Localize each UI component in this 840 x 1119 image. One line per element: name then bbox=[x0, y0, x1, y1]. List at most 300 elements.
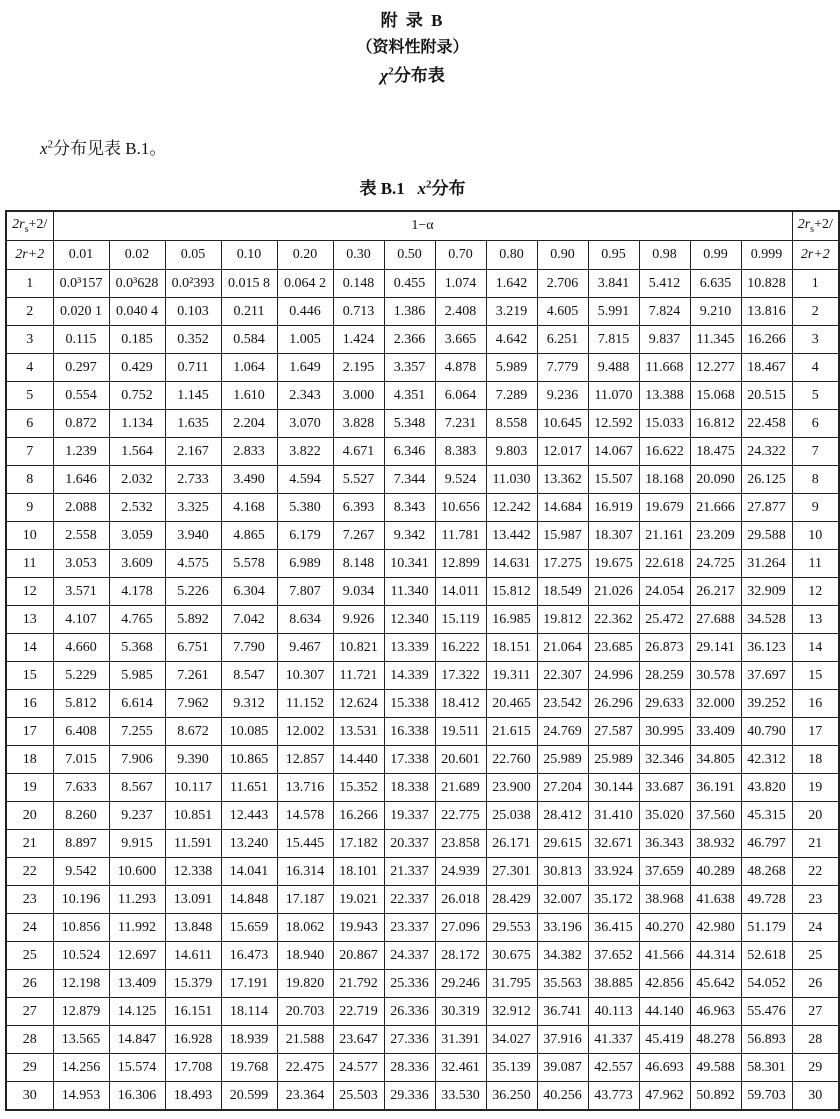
value-cell: 21.337 bbox=[384, 858, 435, 886]
value-cell: 24.996 bbox=[588, 662, 639, 690]
value-cell: 2.195 bbox=[333, 354, 384, 382]
appendix-title bbox=[0, 61, 825, 86]
superscript: 2 bbox=[388, 65, 394, 78]
value-cell: 23.647 bbox=[333, 1026, 384, 1054]
value-cell: 4.168 bbox=[221, 494, 277, 522]
value-cell: 2.032 bbox=[109, 466, 165, 494]
value-cell: 6.251 bbox=[537, 326, 588, 354]
value-cell: 12.338 bbox=[165, 858, 221, 886]
value-cell: 8.383 bbox=[435, 438, 486, 466]
value-cell: 13.565 bbox=[53, 1026, 109, 1054]
value-cell: 15.352 bbox=[333, 774, 384, 802]
df-header-right-bottom: 2r+2 bbox=[792, 241, 839, 270]
value-cell: 23.209 bbox=[690, 522, 741, 550]
value-cell: 31.391 bbox=[435, 1026, 486, 1054]
table-row bbox=[6, 690, 839, 718]
value-cell: 13.240 bbox=[221, 830, 277, 858]
value-cell: 5.892 bbox=[165, 606, 221, 634]
value-cell: 4.642 bbox=[486, 326, 537, 354]
df-cell-left: 3 bbox=[6, 326, 53, 354]
value-cell: 13.816 bbox=[741, 298, 792, 326]
probability-group-header: 1−α bbox=[53, 211, 792, 241]
value-cell: 46.693 bbox=[639, 1054, 690, 1082]
table-row bbox=[6, 326, 839, 354]
value-cell: 5.812 bbox=[53, 690, 109, 718]
value-cell: 14.684 bbox=[537, 494, 588, 522]
value-cell: 21.666 bbox=[690, 494, 741, 522]
value-cell: 18.939 bbox=[221, 1026, 277, 1054]
value-cell: 19.768 bbox=[221, 1054, 277, 1082]
value-cell: 3.000 bbox=[333, 382, 384, 410]
df-cell-right: 28 bbox=[792, 1026, 839, 1054]
value-cell: 9.542 bbox=[53, 858, 109, 886]
value-cell: 6.614 bbox=[109, 690, 165, 718]
value-cell: 1.134 bbox=[109, 410, 165, 438]
df-cell-left: 13 bbox=[6, 606, 53, 634]
value-cell: 48.278 bbox=[690, 1026, 741, 1054]
value-cell: 7.807 bbox=[277, 578, 333, 606]
df-cell-right: 25 bbox=[792, 942, 839, 970]
value-cell: 0.015 8 bbox=[221, 270, 277, 298]
value-cell: 58.301 bbox=[741, 1054, 792, 1082]
value-cell: 21.161 bbox=[639, 522, 690, 550]
value-cell: 14.440 bbox=[333, 746, 384, 774]
value-cell: 36.250 bbox=[486, 1082, 537, 1111]
value-cell: 4.765 bbox=[109, 606, 165, 634]
value-cell: 32.912 bbox=[486, 998, 537, 1026]
df-cell-right: 1 bbox=[792, 270, 839, 298]
value-cell: 9.915 bbox=[109, 830, 165, 858]
value-cell: 6.751 bbox=[165, 634, 221, 662]
value-cell: 7.015 bbox=[53, 746, 109, 774]
value-cell: 0.584 bbox=[221, 326, 277, 354]
value-cell: 20.090 bbox=[690, 466, 741, 494]
value-cell: 11.340 bbox=[384, 578, 435, 606]
value-cell: 56.893 bbox=[741, 1026, 792, 1054]
value-cell: 11.030 bbox=[486, 466, 537, 494]
value-cell: 7.261 bbox=[165, 662, 221, 690]
value-cell: 0.872 bbox=[53, 410, 109, 438]
df-cell-right: 17 bbox=[792, 718, 839, 746]
value-cell: 24.322 bbox=[741, 438, 792, 466]
value-cell: 9.237 bbox=[109, 802, 165, 830]
value-cell: 5.991 bbox=[588, 298, 639, 326]
df-cell-left: 2 bbox=[6, 298, 53, 326]
value-cell: 3.828 bbox=[333, 410, 384, 438]
df-cell-left: 9 bbox=[6, 494, 53, 522]
value-cell: 32.000 bbox=[690, 690, 741, 718]
value-cell: 37.916 bbox=[537, 1026, 588, 1054]
value-cell: 3.665 bbox=[435, 326, 486, 354]
value-cell: 12.857 bbox=[277, 746, 333, 774]
value-cell: 5.985 bbox=[109, 662, 165, 690]
value-cell: 0.713 bbox=[333, 298, 384, 326]
value-cell: 4.878 bbox=[435, 354, 486, 382]
value-cell: 3.070 bbox=[277, 410, 333, 438]
value-cell: 7.779 bbox=[537, 354, 588, 382]
value-cell: 35.020 bbox=[639, 802, 690, 830]
value-cell: 27.204 bbox=[537, 774, 588, 802]
value-cell: 5.989 bbox=[486, 354, 537, 382]
value-cell: 0.297 bbox=[53, 354, 109, 382]
value-cell: 14.847 bbox=[109, 1026, 165, 1054]
df-cell-left: 19 bbox=[6, 774, 53, 802]
value-cell: 1.610 bbox=[221, 382, 277, 410]
value-cell: 4.351 bbox=[384, 382, 435, 410]
value-cell: 14.611 bbox=[165, 942, 221, 970]
value-cell: 8.897 bbox=[53, 830, 109, 858]
value-cell: 40.270 bbox=[639, 914, 690, 942]
value-cell: 37.652 bbox=[588, 942, 639, 970]
value-cell: 1.145 bbox=[165, 382, 221, 410]
value-cell: 45.315 bbox=[741, 802, 792, 830]
intro-text: 分布见表 B.1。 bbox=[53, 139, 167, 158]
value-cell: 7.633 bbox=[53, 774, 109, 802]
value-cell: 24.337 bbox=[384, 942, 435, 970]
value-cell: 8.547 bbox=[221, 662, 277, 690]
value-cell: 45.642 bbox=[690, 970, 741, 998]
value-cell: 17.182 bbox=[333, 830, 384, 858]
value-cell: 7.824 bbox=[639, 298, 690, 326]
value-cell: 29.553 bbox=[486, 914, 537, 942]
value-cell: 3.059 bbox=[109, 522, 165, 550]
value-cell: 35.172 bbox=[588, 886, 639, 914]
value-cell: 28.412 bbox=[537, 802, 588, 830]
table-row bbox=[6, 606, 839, 634]
value-cell: 34.027 bbox=[486, 1026, 537, 1054]
value-cell: 19.311 bbox=[486, 662, 537, 690]
value-cell: 49.728 bbox=[741, 886, 792, 914]
value-cell: 1.646 bbox=[53, 466, 109, 494]
value-cell: 1.635 bbox=[165, 410, 221, 438]
value-cell: 10.821 bbox=[333, 634, 384, 662]
value-cell: 7.790 bbox=[221, 634, 277, 662]
value-cell: 5.348 bbox=[384, 410, 435, 438]
value-cell: 22.618 bbox=[639, 550, 690, 578]
value-cell: 33.409 bbox=[690, 718, 741, 746]
df-cell-right: 20 bbox=[792, 802, 839, 830]
value-cell: 44.140 bbox=[639, 998, 690, 1026]
value-cell: 23.542 bbox=[537, 690, 588, 718]
value-cell: 21.615 bbox=[486, 718, 537, 746]
value-cell: 41.337 bbox=[588, 1026, 639, 1054]
intro-paragraph bbox=[40, 134, 166, 159]
value-cell: 2.204 bbox=[221, 410, 277, 438]
value-cell: 12.277 bbox=[690, 354, 741, 382]
column-header: 0.20 bbox=[277, 241, 333, 270]
df-cell-left: 5 bbox=[6, 382, 53, 410]
value-cell: 8.343 bbox=[384, 494, 435, 522]
value-cell: 43.820 bbox=[741, 774, 792, 802]
value-cell: 9.312 bbox=[221, 690, 277, 718]
value-cell: 25.503 bbox=[333, 1082, 384, 1111]
value-cell: 14.631 bbox=[486, 550, 537, 578]
value-cell: 46.797 bbox=[741, 830, 792, 858]
value-cell: 15.068 bbox=[690, 382, 741, 410]
df-cell-right: 22 bbox=[792, 858, 839, 886]
table-row bbox=[6, 858, 839, 886]
chi-symbol: χ bbox=[380, 66, 389, 85]
value-cell: 15.119 bbox=[435, 606, 486, 634]
value-cell: 37.560 bbox=[690, 802, 741, 830]
value-cell: 18.168 bbox=[639, 466, 690, 494]
value-cell: 4.605 bbox=[537, 298, 588, 326]
df-cell-left: 23 bbox=[6, 886, 53, 914]
value-cell: 29.141 bbox=[690, 634, 741, 662]
table-row bbox=[6, 410, 839, 438]
df-cell-right: 11 bbox=[792, 550, 839, 578]
value-cell: 17.275 bbox=[537, 550, 588, 578]
value-cell: 12.899 bbox=[435, 550, 486, 578]
value-cell: 26.296 bbox=[588, 690, 639, 718]
value-cell: 7.267 bbox=[333, 522, 384, 550]
value-cell: 16.222 bbox=[435, 634, 486, 662]
value-cell: 33.196 bbox=[537, 914, 588, 942]
value-cell: 16.812 bbox=[690, 410, 741, 438]
value-cell: 1.005 bbox=[277, 326, 333, 354]
value-cell: 2.088 bbox=[53, 494, 109, 522]
value-cell: 14.125 bbox=[109, 998, 165, 1026]
value-cell: 1.386 bbox=[384, 298, 435, 326]
value-cell: 17.322 bbox=[435, 662, 486, 690]
value-cell: 16.306 bbox=[109, 1082, 165, 1111]
table-row bbox=[6, 886, 839, 914]
header-row-group bbox=[6, 211, 839, 241]
df-cell-right: 2 bbox=[792, 298, 839, 326]
value-cell: 13.388 bbox=[639, 382, 690, 410]
value-cell: 16.985 bbox=[486, 606, 537, 634]
value-cell: 32.346 bbox=[639, 746, 690, 774]
value-cell: 15.033 bbox=[639, 410, 690, 438]
value-cell: 15.379 bbox=[165, 970, 221, 998]
value-cell: 7.289 bbox=[486, 382, 537, 410]
value-cell: 27.877 bbox=[741, 494, 792, 522]
df-cell-right: 27 bbox=[792, 998, 839, 1026]
value-cell: 16.919 bbox=[588, 494, 639, 522]
value-cell: 27.587 bbox=[588, 718, 639, 746]
value-cell: 33.687 bbox=[639, 774, 690, 802]
value-cell: 10.600 bbox=[109, 858, 165, 886]
column-header: 0.70 bbox=[435, 241, 486, 270]
value-cell: 47.962 bbox=[639, 1082, 690, 1111]
value-cell: 18.114 bbox=[221, 998, 277, 1026]
value-cell: 23.685 bbox=[588, 634, 639, 662]
df-cell-left: 18 bbox=[6, 746, 53, 774]
value-cell: 36.191 bbox=[690, 774, 741, 802]
value-cell: 8.148 bbox=[333, 550, 384, 578]
value-cell: 0.446 bbox=[277, 298, 333, 326]
df-cell-left: 24 bbox=[6, 914, 53, 942]
table-row bbox=[6, 662, 839, 690]
df-cell-right: 10 bbox=[792, 522, 839, 550]
value-cell: 26.171 bbox=[486, 830, 537, 858]
value-cell: 1.649 bbox=[277, 354, 333, 382]
value-cell: 15.812 bbox=[486, 578, 537, 606]
value-cell: 16.314 bbox=[277, 858, 333, 886]
value-cell: 3.940 bbox=[165, 522, 221, 550]
value-cell: 32.671 bbox=[588, 830, 639, 858]
value-cell: 0.040 4 bbox=[109, 298, 165, 326]
value-cell: 10.851 bbox=[165, 802, 221, 830]
value-cell: 0.020 1 bbox=[53, 298, 109, 326]
value-cell: 20.867 bbox=[333, 942, 384, 970]
value-cell: 13.091 bbox=[165, 886, 221, 914]
value-cell: 5.527 bbox=[333, 466, 384, 494]
value-cell: 12.624 bbox=[333, 690, 384, 718]
value-cell: 25.989 bbox=[588, 746, 639, 774]
value-cell: 42.856 bbox=[639, 970, 690, 998]
table-row bbox=[6, 942, 839, 970]
value-cell: 19.812 bbox=[537, 606, 588, 634]
value-cell: 18.151 bbox=[486, 634, 537, 662]
value-cell: 2.558 bbox=[53, 522, 109, 550]
table-row bbox=[6, 466, 839, 494]
value-cell: 6.304 bbox=[221, 578, 277, 606]
column-header: 0.80 bbox=[486, 241, 537, 270]
value-cell: 30.578 bbox=[690, 662, 741, 690]
value-cell: 0.185 bbox=[109, 326, 165, 354]
value-cell: 2.167 bbox=[165, 438, 221, 466]
value-cell: 35.139 bbox=[486, 1054, 537, 1082]
value-cell: 26.018 bbox=[435, 886, 486, 914]
table-row bbox=[6, 438, 839, 466]
value-cell: 28.172 bbox=[435, 942, 486, 970]
value-cell: 9.034 bbox=[333, 578, 384, 606]
appendix-title-text: 分布表 bbox=[393, 66, 445, 85]
df-cell-right: 30 bbox=[792, 1082, 839, 1111]
table-body bbox=[6, 270, 839, 1111]
value-cell: 12.592 bbox=[588, 410, 639, 438]
value-cell: 4.594 bbox=[277, 466, 333, 494]
value-cell: 9.803 bbox=[486, 438, 537, 466]
value-cell: 18.412 bbox=[435, 690, 486, 718]
superscript: 2 bbox=[47, 138, 54, 151]
value-cell: 18.940 bbox=[277, 942, 333, 970]
value-cell: 7.042 bbox=[221, 606, 277, 634]
value-cell: 28.429 bbox=[486, 886, 537, 914]
value-cell: 42.557 bbox=[588, 1054, 639, 1082]
value-cell: 20.601 bbox=[435, 746, 486, 774]
value-cell: 11.293 bbox=[109, 886, 165, 914]
value-cell: 5.368 bbox=[109, 634, 165, 662]
value-cell: 2.343 bbox=[277, 382, 333, 410]
value-cell: 40.256 bbox=[537, 1082, 588, 1111]
value-cell: 28.259 bbox=[639, 662, 690, 690]
df-cell-left: 29 bbox=[6, 1054, 53, 1082]
table-row bbox=[6, 718, 839, 746]
value-cell: 15.338 bbox=[384, 690, 435, 718]
value-cell: 22.337 bbox=[384, 886, 435, 914]
table-row bbox=[6, 998, 839, 1026]
table-row bbox=[6, 1026, 839, 1054]
value-cell: 42.980 bbox=[690, 914, 741, 942]
value-cell: 32.909 bbox=[741, 578, 792, 606]
value-cell: 29.633 bbox=[639, 690, 690, 718]
value-cell: 0.554 bbox=[53, 382, 109, 410]
value-cell: 27.096 bbox=[435, 914, 486, 942]
value-cell: 23.858 bbox=[435, 830, 486, 858]
column-header: 0.05 bbox=[165, 241, 221, 270]
value-cell: 6.064 bbox=[435, 382, 486, 410]
value-cell: 32.007 bbox=[537, 886, 588, 914]
value-cell: 12.340 bbox=[384, 606, 435, 634]
value-cell: 10.645 bbox=[537, 410, 588, 438]
df-cell-left: 28 bbox=[6, 1026, 53, 1054]
column-header: 0.30 bbox=[333, 241, 384, 270]
df-cell-right: 14 bbox=[792, 634, 839, 662]
value-cell: 31.795 bbox=[486, 970, 537, 998]
value-cell: 13.848 bbox=[165, 914, 221, 942]
table-caption bbox=[0, 174, 825, 199]
value-cell: 5.229 bbox=[53, 662, 109, 690]
value-cell: 18.101 bbox=[333, 858, 384, 886]
value-cell: 13.362 bbox=[537, 466, 588, 494]
df-cell-left: 6 bbox=[6, 410, 53, 438]
value-cell: 8.558 bbox=[486, 410, 537, 438]
value-cell: 5.412 bbox=[639, 270, 690, 298]
value-cell: 16.338 bbox=[384, 718, 435, 746]
value-cell: 1.564 bbox=[109, 438, 165, 466]
value-cell: 10.856 bbox=[53, 914, 109, 942]
df-cell-right: 24 bbox=[792, 914, 839, 942]
value-cell: 10.341 bbox=[384, 550, 435, 578]
value-cell: 24.769 bbox=[537, 718, 588, 746]
caption-suffix: 分布 bbox=[431, 179, 466, 198]
value-cell: 25.038 bbox=[486, 802, 537, 830]
value-cell: 21.792 bbox=[333, 970, 384, 998]
value-cell: 12.879 bbox=[53, 998, 109, 1026]
value-cell: 0.352 bbox=[165, 326, 221, 354]
value-cell: 17.708 bbox=[165, 1054, 221, 1082]
value-cell: 15.574 bbox=[109, 1054, 165, 1082]
value-cell: 4.107 bbox=[53, 606, 109, 634]
value-cell: 24.939 bbox=[435, 858, 486, 886]
df-cell-right: 21 bbox=[792, 830, 839, 858]
value-cell: 21.064 bbox=[537, 634, 588, 662]
value-cell: 2.833 bbox=[221, 438, 277, 466]
value-cell: 18.062 bbox=[277, 914, 333, 942]
value-cell: 3.219 bbox=[486, 298, 537, 326]
column-header: 0.50 bbox=[384, 241, 435, 270]
value-cell: 39.252 bbox=[741, 690, 792, 718]
df-cell-right: 26 bbox=[792, 970, 839, 998]
df-cell-right: 23 bbox=[792, 886, 839, 914]
value-cell: 10.524 bbox=[53, 942, 109, 970]
superscript: 2 bbox=[426, 178, 432, 191]
value-cell: 4.660 bbox=[53, 634, 109, 662]
value-cell: 7.815 bbox=[588, 326, 639, 354]
value-cell: 19.511 bbox=[435, 718, 486, 746]
value-cell: 12.443 bbox=[221, 802, 277, 830]
value-cell: 24.577 bbox=[333, 1054, 384, 1082]
df-cell-right: 16 bbox=[792, 690, 839, 718]
value-cell: 25.472 bbox=[639, 606, 690, 634]
value-cell: 6.989 bbox=[277, 550, 333, 578]
table-row bbox=[6, 746, 839, 774]
value-cell: 33.924 bbox=[588, 858, 639, 886]
value-cell: 26.217 bbox=[690, 578, 741, 606]
value-cell: 36.415 bbox=[588, 914, 639, 942]
table-row bbox=[6, 914, 839, 942]
value-cell: 27.301 bbox=[486, 858, 537, 886]
value-cell: 11.992 bbox=[109, 914, 165, 942]
value-cell: 21.588 bbox=[277, 1026, 333, 1054]
table-row bbox=[6, 270, 839, 298]
value-cell: 5.380 bbox=[277, 494, 333, 522]
value-cell: 11.781 bbox=[435, 522, 486, 550]
value-cell: 14.256 bbox=[53, 1054, 109, 1082]
df-cell-left: 1 bbox=[6, 270, 53, 298]
